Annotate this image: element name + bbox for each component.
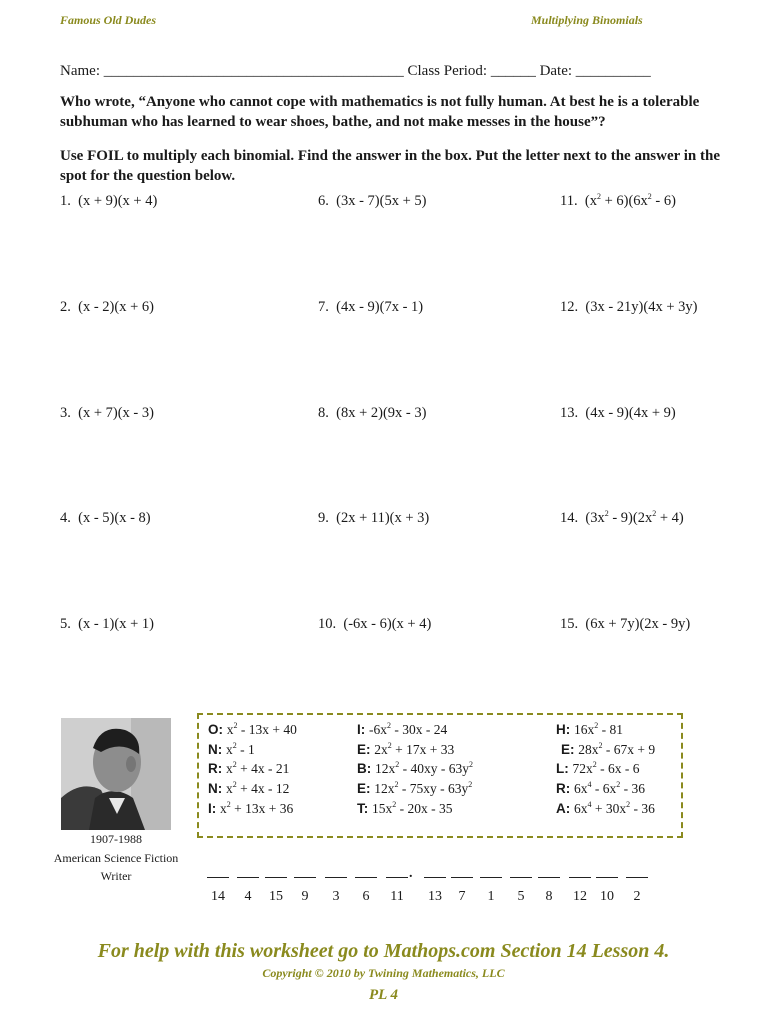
answer-choice bbox=[556, 720, 623, 740]
answer-expression: $12x^2 - 75xy - 63y^2$ bbox=[374, 780, 473, 797]
problem-number: 2. bbox=[60, 299, 79, 315]
letter-blank[interactable] bbox=[355, 877, 377, 878]
problem-number: 8. bbox=[318, 405, 337, 421]
footer-page: PL 4 bbox=[368, 987, 399, 1003]
problem-6 bbox=[318, 193, 426, 210]
problem-14 bbox=[560, 510, 684, 527]
answer-expression: $72x^2 - 6x - 6$ bbox=[572, 760, 640, 777]
letter-blank[interactable] bbox=[626, 877, 648, 878]
letter-blank[interactable] bbox=[510, 877, 532, 878]
problem-expression: (6x + 7y)(2x - 9y) bbox=[585, 616, 691, 632]
author-caption bbox=[40, 830, 192, 886]
answer-expression: $28x^2 - 67x + 9$ bbox=[578, 740, 656, 757]
answer-letter: R: bbox=[208, 761, 226, 777]
answer-expression: $12x^2 - 40xy - 63y^2$ bbox=[375, 760, 473, 777]
letter-blank[interactable] bbox=[538, 877, 560, 878]
letter-blank[interactable] bbox=[265, 877, 287, 878]
problem-number: 7. bbox=[318, 299, 337, 315]
answer-letter: I: bbox=[208, 800, 220, 816]
answer-letter: H: bbox=[556, 722, 574, 737]
name-separator-dot: . bbox=[409, 866, 413, 881]
answer-choice bbox=[357, 799, 453, 819]
answer-letter: I: bbox=[357, 722, 369, 737]
problem-number: 12. bbox=[560, 299, 586, 315]
blank-problem-number: 5 bbox=[517, 889, 525, 904]
blank-problem-number: 6 bbox=[362, 889, 370, 904]
answer-choice bbox=[208, 799, 293, 819]
instructions: Use FOIL to multiply each binomial. Find the answer in the box. Put the letter next to the answer in the spot for the question below. bbox=[60, 148, 720, 184]
blank-problem-number: 14 bbox=[211, 889, 225, 904]
answer-letter: E: bbox=[357, 741, 375, 757]
header-left: Famous Old Dudes bbox=[60, 13, 157, 27]
answer-choice bbox=[556, 759, 640, 779]
problem-expression: (4x - 9)(7x - 1) bbox=[336, 299, 424, 315]
problem-expression: $(3x^2 - 9)(2x^2 + 4)$ bbox=[585, 509, 684, 526]
problem-3 bbox=[60, 405, 154, 422]
answer-choice bbox=[556, 799, 655, 819]
problem-13 bbox=[560, 405, 676, 422]
letter-blank[interactable] bbox=[424, 877, 446, 878]
problem-number: 6. bbox=[318, 193, 337, 209]
answer-choice bbox=[556, 779, 645, 799]
problem-expression: (x + 9)(x + 4) bbox=[78, 193, 158, 209]
problem-expression: (3x - 21y)(4x + 3y) bbox=[585, 299, 698, 315]
answer-letter: B: bbox=[357, 761, 375, 777]
problem-number: 10. bbox=[318, 616, 344, 632]
problem-expression: (3x - 7)(5x + 5) bbox=[336, 193, 427, 209]
answer-expression: $6x^4 - 6x^2 - 36$ bbox=[574, 780, 645, 797]
answer-letter: R: bbox=[556, 781, 574, 797]
letter-blank[interactable] bbox=[237, 877, 259, 878]
letter-blank[interactable] bbox=[325, 877, 347, 878]
answer-choice bbox=[208, 779, 289, 799]
blank-problem-number: 10 bbox=[600, 889, 614, 904]
problem-expression: (4x - 9)(4x + 9) bbox=[585, 405, 676, 421]
answer-letter: A: bbox=[556, 800, 574, 816]
answer-expression: $x^2 + 4x - 21$ bbox=[226, 760, 290, 777]
answer-expression: $x^2 + 4x - 12$ bbox=[226, 780, 290, 797]
problem-4 bbox=[60, 510, 151, 527]
header-right: Multiplying Binomials bbox=[531, 13, 643, 27]
problem-expression: (2x + 11)(x + 3) bbox=[336, 510, 430, 526]
letter-blank[interactable] bbox=[569, 877, 591, 878]
problem-number: 11. bbox=[560, 193, 585, 209]
problem-number: 9. bbox=[318, 510, 337, 526]
answer-letter: L: bbox=[556, 761, 573, 777]
answer-letter: E: bbox=[561, 741, 579, 757]
letter-blank[interactable] bbox=[386, 877, 408, 878]
blank-problem-number: 8 bbox=[545, 889, 553, 904]
caption-occupation: Writer bbox=[100, 869, 132, 883]
problem-expression: $(x^2 + 6)(6x^2 - 6)$ bbox=[584, 192, 676, 209]
answer-choice bbox=[561, 740, 655, 760]
problem-number: 3. bbox=[60, 405, 79, 421]
blank-problem-number: 1 bbox=[487, 889, 495, 904]
answer-choice bbox=[357, 720, 447, 740]
problem-expression: (x - 5)(x - 8) bbox=[78, 510, 151, 526]
riddle-question: Who wrote, “Anyone who cannot cope with mathematics is not fully human. At best he is a tolerable subhuman who has learned to wear shoes, bathe, and not make messes in the house”? bbox=[60, 94, 700, 130]
letter-blank[interactable] bbox=[480, 877, 502, 878]
problem-11 bbox=[560, 193, 676, 210]
name-line: Name: ________________________________________ Class Period: ______ Date: __________ bbox=[60, 63, 651, 79]
problem-expression: (-6x - 6)(x + 4) bbox=[343, 616, 432, 632]
answer-letter: E: bbox=[357, 781, 375, 797]
problem-number: 14. bbox=[560, 510, 586, 526]
answer-expression: $15x^2 - 20x - 35$ bbox=[372, 799, 453, 816]
answer-expression: $6x^4 + 30x^2 - 36$ bbox=[574, 799, 655, 816]
answer-expression: $x^2 + 13x + 36$ bbox=[220, 799, 294, 816]
footer-copyright: Copyright © 2010 by Twining Mathematics, LLC bbox=[262, 966, 505, 980]
problem-7 bbox=[318, 299, 423, 316]
problem-number: 13. bbox=[560, 405, 586, 421]
problem-number: 5. bbox=[60, 616, 79, 632]
blank-problem-number: 2 bbox=[633, 889, 641, 904]
problem-15 bbox=[560, 616, 690, 633]
blank-problem-number: 7 bbox=[458, 889, 466, 904]
letter-blank[interactable] bbox=[294, 877, 316, 878]
answer-letter: O: bbox=[208, 722, 227, 737]
problem-9 bbox=[318, 510, 429, 527]
answer-choice bbox=[357, 759, 473, 779]
letter-blank[interactable] bbox=[596, 877, 618, 878]
answer-letter: T: bbox=[357, 800, 372, 816]
answer-choice bbox=[208, 740, 255, 760]
problem-10 bbox=[318, 616, 431, 633]
answer-choice bbox=[357, 779, 472, 799]
letter-blank[interactable] bbox=[207, 877, 229, 878]
answer-letter: N: bbox=[208, 781, 226, 797]
answer-expression: $x^2 - 1$ bbox=[226, 740, 255, 757]
blank-problem-number: 3 bbox=[332, 889, 340, 904]
problem-number: 4. bbox=[60, 510, 79, 526]
letter-blank[interactable] bbox=[451, 877, 473, 878]
blank-problem-number: 11 bbox=[390, 889, 404, 904]
answer-expression: $x^2 - 13x + 40$ bbox=[226, 721, 297, 737]
blank-problem-number: 15 bbox=[269, 889, 283, 904]
footer-help: For help with this worksheet go to Mathops.com Section 14 Lesson 4. bbox=[97, 940, 670, 962]
author-photo bbox=[61, 718, 171, 830]
caption-description: American Science Fiction bbox=[53, 850, 179, 865]
author-portrait-image bbox=[61, 718, 171, 830]
answer-expression: $16x^2 - 81$ bbox=[574, 721, 623, 737]
blank-problem-number: 13 bbox=[428, 889, 442, 904]
problem-number: 1. bbox=[60, 193, 79, 209]
problem-expression: (x - 1)(x + 1) bbox=[78, 616, 154, 632]
blank-problem-number: 12 bbox=[573, 889, 587, 904]
problem-1 bbox=[60, 193, 157, 210]
blank-problem-number: 4 bbox=[244, 889, 252, 904]
problem-expression: (8x + 2)(9x - 3) bbox=[336, 405, 427, 421]
problem-8 bbox=[318, 405, 426, 422]
problem-2 bbox=[60, 299, 154, 316]
answer-choice bbox=[357, 740, 454, 760]
problem-expression: (x + 7)(x - 3) bbox=[78, 405, 154, 421]
problem-expression: (x - 2)(x + 6) bbox=[78, 299, 154, 315]
answer-choice bbox=[208, 759, 289, 779]
problem-12 bbox=[560, 299, 697, 316]
answer-expression: $-6x^2 - 30x - 24$ bbox=[369, 721, 448, 737]
problem-5 bbox=[60, 616, 154, 633]
blank-problem-number: 9 bbox=[301, 889, 309, 904]
caption-years: 1907-1988 bbox=[90, 832, 142, 846]
problem-number: 15. bbox=[560, 616, 586, 632]
answer-choice bbox=[208, 720, 297, 740]
answer-letter: N: bbox=[208, 741, 226, 757]
answer-expression: $2x^2 + 17x + 33$ bbox=[374, 740, 455, 757]
